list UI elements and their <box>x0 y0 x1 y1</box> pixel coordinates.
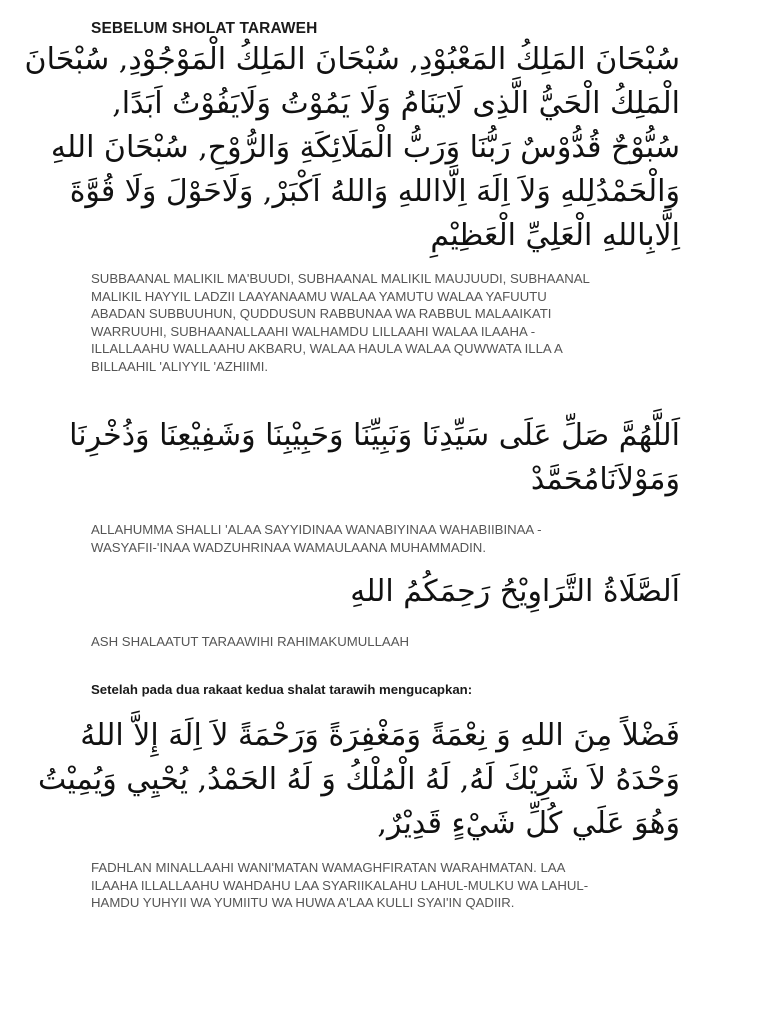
latin-line: ABADAN SUBBUUHUN, QUDDUSUN RABBUNAA WA RABBUL MALAAIKATI <box>91 306 552 322</box>
arabic-line: اَلصَّلَاةُ التَّرَاوِيْحُ رَحِمَكُمُ اللهِ <box>350 574 680 609</box>
arabic-line: وَهُوَ عَلَي كُلِّ شَيْءٍ قَدِيْرٌ, <box>377 806 680 841</box>
latin-transliteration-subhanal-malik <box>91 270 681 376</box>
latin-line: ASH SHALAATUT TARAAWIHI RAHIMAKUMULLAAH <box>91 634 410 649</box>
latin-line: ALLAHUMMA SHALLI 'ALAA SAYYIDINAA WANABIYINAA WAHABIIBINAA - <box>91 522 542 537</box>
latin-line: BILLAAHIL 'ALIYYIL 'AZHIIMI. <box>91 358 269 374</box>
arabic-line: اِلَّابِاللهِ الْعَلِيِّ الْعَظِيْمِ <box>430 218 680 253</box>
arabic-text-subhanal-malik <box>24 38 680 258</box>
document-title: SEBELUM SHOLAT TARAWEH <box>91 20 318 37</box>
latin-line: SUBBAANAL MALIKIL MA'BUUDI, SUBHAANAL MALIKIL MAUJUUDI, SUBHAANAL <box>91 271 590 286</box>
latin-transliteration-tarawih-call <box>91 633 681 651</box>
arabic-line: سُبْحَانَ المَلِكُ المَعْبُوْدِ, سُبْحَانَ المَلِكُ الْمَوْجُوْدِ, سُبْحَانَ <box>24 42 680 77</box>
latin-line: ILLALLAAHU WALLAAHU AKBARU, WALAA HAULA WALAA QUWWATA ILLA A <box>91 341 563 357</box>
latin-transliteration-shalawat <box>91 521 681 556</box>
arabic-line: اَللَّهُمَّ صَلِّ عَلَى سَيِّدِنَا وَنَبِيِّنَا وَحَبِيْبِنَا وَشَفِيْعِنَا وَذُخْرِنَا <box>69 418 680 453</box>
arabic-text-fadhlan <box>38 714 680 846</box>
latin-line: ILAAHA ILLALLAAHU WAHDAHU LAA SYARIIKALAHU LAHUL-MULKU WA LAHUL- <box>91 877 589 893</box>
latin-line: MALIKIL HAYYIL LADZII LAAYANAAMU WALAA YAMUTU WALAA YAFUUTU <box>91 288 547 304</box>
arabic-line: وَحْدَهُ لاَ شَرِيْكَ لَهُ, لَهُ الْمُلْكُ وَ لَهُ الحَمْدُ, يُحْيِي وَيُمِيْتُ <box>38 762 680 797</box>
arabic-line: وَمَوْلاَنَامُحَمَّدْ <box>530 462 680 497</box>
instruction-text: Setelah pada dua rakaat kedua shalat tarawih mengucapkan: <box>91 682 473 697</box>
arabic-line: الْمَلِكُ الْحَيُّ الَّذِى لَايَنَامُ وَلَا يَمُوْتُ وَلَايَفُوْتُ اَبَدًا, <box>112 86 680 121</box>
arabic-line: سُبُّوْحٌ قُدُّوْسٌ رَبُّنَا وَرَبُّ الْمَلَائِكَةِ وَالرُّوْحِ, سُبْحَانَ اللهِ <box>50 130 680 165</box>
latin-line: WARRUUHI, SUBHAANALLAAHI WALHAMDU LILLAAHI WALAA ILAAHA - <box>91 323 536 339</box>
latin-line: FADHLAN MINALLAAHI WANI'MATAN WAMAGHFIRATAN WARAHMATAN. LAA <box>91 860 566 875</box>
arabic-text-shalawat <box>69 414 680 502</box>
latin-line: HAMDU YUHYII WA YUMIITU WA HUWA A'LAA KULLI SYAI'IN QADIIR. <box>91 895 515 911</box>
latin-transliteration-fadhlan <box>91 859 681 912</box>
latin-line: WASYAFII-'INAA WADZUHRINAA WAMAULAANA MUHAMMADIN. <box>91 539 486 555</box>
arabic-line: فَضْلاً مِنَ اللهِ وَ نِعْمَةً وَمَغْفِرَةً وَرَحْمَةً لاَ اِلَهَ إِلاَّ اللهُ <box>80 718 680 753</box>
arabic-line: وَالْحَمْدُلِلهِ وَلاَ اِلَهَ اِلَّااللهِ وَاللهُ اَكْبَرْ, وَلَاحَوْلَ وَلَا قُوَّةَ <box>69 174 680 209</box>
arabic-text-tarawih-call <box>90 570 680 614</box>
